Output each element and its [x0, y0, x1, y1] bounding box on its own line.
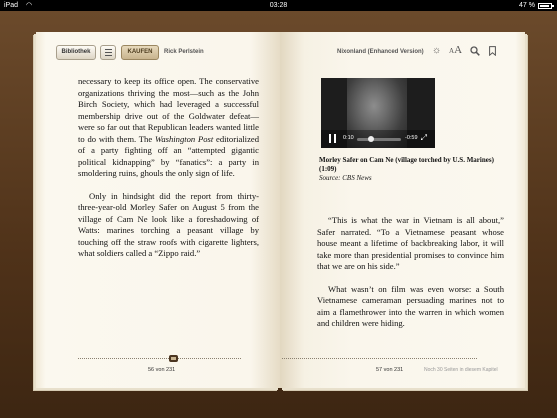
wifi-icon: ◠ — [26, 2, 33, 9]
right-paragraph-2: What wasn’t on film was even worse: a South Vietnamese cameraman persuading marines not to aim a flamethrower into the warren in which women and children were hiding. — [317, 283, 504, 328]
buy-button[interactable]: KAUFEN — [121, 45, 159, 60]
search-icon[interactable] — [470, 46, 480, 56]
list-icon — [105, 49, 112, 56]
bookmark-icon[interactable] — [489, 46, 496, 56]
right-paragraph-1: “This is what the war in Vietnam is all about,” Safer narrated. “To a Vietnamese peasant whose house meant a lifetime of backbreaking labor, it will take more than presidential promises to convince him that we are on his side.” — [317, 215, 504, 271]
left-paragraph-2: Only in hindsight did the report from thirty-three-year-old Morley Safer on August 5 from the village of Cam Ne look like a foreshadowing of Watts: marines torching a peasant village by touching off the straw roofs with cigarette lighters, what soldiers called a “Zippo raid.” — [78, 190, 259, 258]
clock: 03:28 — [269, 2, 288, 9]
video-caption — [319, 156, 499, 183]
book-title: Nixonland (Enhanced Version) — [337, 49, 424, 55]
page-scrubber[interactable] — [0, 353, 557, 365]
pages-left-in-chapter: Noch 30 Seiten in diesem Kapitel — [424, 367, 498, 373]
library-button[interactable]: Bibliothek — [56, 45, 96, 60]
left-paragraph-1: necessary to keep its office open. The conservative organizations thriving the most—such as the John Birch Society, which had leveraged a successful membership drive out of the Goldwater defeat—were so far out that Republican leaders wanted little to do with them. The Washington Post editorialized of a party fighting off an “attempted gigantic political kidnapping” by “fanatics”: a party in smoldering ruins, ghouls the only sign of life. — [78, 76, 259, 178]
author-name: Rick Perlstein — [164, 49, 204, 55]
left-page-number: 56 von 231 — [148, 367, 176, 373]
pause-icon[interactable] — [329, 134, 336, 143]
battery-icon — [538, 3, 552, 9]
right-page-number: 57 von 231 — [376, 367, 404, 373]
video-remaining-time: -0:59 — [405, 135, 418, 141]
scrubber-thumb[interactable] — [169, 355, 178, 362]
video-controls — [321, 130, 435, 148]
fullscreen-icon[interactable]: ⤢ — [420, 133, 427, 142]
font-size-icon[interactable]: AA — [449, 44, 463, 56]
status-bar — [0, 0, 557, 11]
video-player[interactable] — [321, 78, 435, 148]
reader-toolbar — [0, 37, 557, 67]
battery-percentage: 47 % — [519, 2, 535, 9]
right-page-text — [317, 215, 504, 341]
left-page[interactable] — [36, 32, 280, 388]
brightness-icon[interactable]: ☼ — [432, 45, 442, 56]
italic-title: Washington Post — [154, 133, 214, 144]
left-page-text — [78, 76, 259, 271]
video-caption-source: Source: CBS News — [319, 174, 372, 182]
video-elapsed-time: 0:10 — [343, 135, 354, 141]
scrubber-track-left[interactable] — [78, 358, 241, 360]
video-progress-knob[interactable] — [368, 136, 374, 142]
video-caption-title: Morley Safer on Cam Ne (village torched by U.S. Marines) (1:09) — [319, 156, 494, 173]
scrubber-track-right[interactable] — [282, 358, 477, 360]
carrier-label: iPad — [4, 2, 19, 9]
video-progress-track[interactable] — [357, 138, 401, 141]
table-of-contents-button[interactable] — [100, 45, 116, 60]
book — [36, 32, 525, 388]
